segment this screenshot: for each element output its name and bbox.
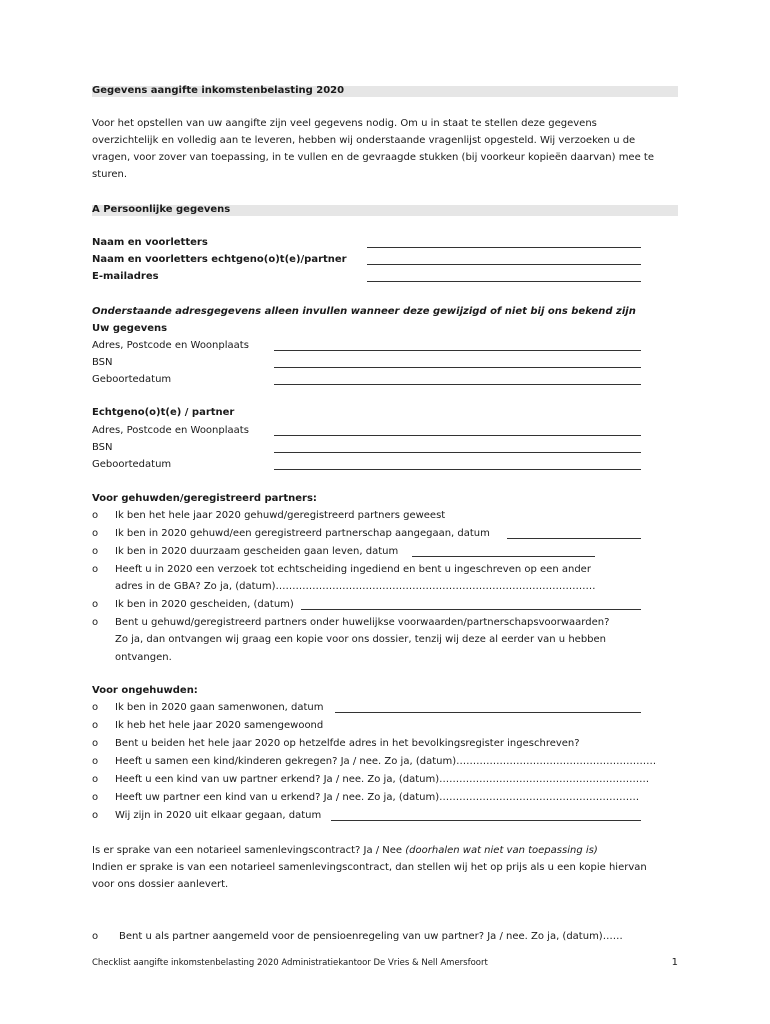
- notarieel-question-note: (doorhalen wat niet van toepassing is): [405, 845, 598, 856]
- ongehuwden-item-2: Ik heb het hele jaar 2020 samengewoond: [115, 720, 324, 731]
- gehuwden-item-6-cont: Zo ja, dan ontvangen wij graag een kopie voor ons dossier, tenzij wij deze al eerder van u hebben: [115, 634, 607, 645]
- notarieel-question-text: Is er sprake van een notarieel samenlevingscontract? Ja / Nee: [92, 845, 406, 856]
- gehuwden-item-6: Bent u gehuwd/geregistreerd partners onder huwelijkse voorwaarden/partnerschapsvoorwaarden?: [115, 617, 610, 628]
- ongehuwden-item-7-line[interactable]: [331, 820, 641, 821]
- uw-geboortedatum-line[interactable]: [274, 384, 641, 385]
- bullet-marker[interactable]: o: [92, 810, 99, 821]
- uw-bsn-label: BSN: [92, 357, 113, 368]
- uw-geboortedatum-label: Geboortedatum: [92, 374, 172, 385]
- partner-adres-label: Adres, Postcode en Woonplaats: [92, 425, 249, 436]
- uw-adres-line[interactable]: [274, 350, 641, 351]
- gehuwden-item-6-cont2: ontvangen.: [115, 652, 172, 663]
- gehuwden-item-3-line[interactable]: [412, 556, 595, 557]
- section-a-title: A Persoonlijke gegevens: [92, 204, 231, 215]
- gehuwden-item-4: Heeft u in 2020 een verzoek tot echtscheiding ingediend en bent u ingeschreven op een ander: [115, 564, 591, 575]
- field-label-naam: Naam en voorletters: [92, 237, 208, 248]
- address-note: Onderstaande adresgegevens alleen invullen wanneer deze gewijzigd of niet bij ons bekend zijn: [92, 306, 636, 317]
- header-band: [92, 86, 678, 97]
- bullet-marker[interactable]: o: [92, 510, 99, 521]
- bullet-marker[interactable]: o: [92, 792, 99, 803]
- ongehuwden-item-6: Heeft uw partner een kind van u erkend? Ja / nee. Zo ja, (datum)……………………………………………………: [115, 792, 640, 803]
- uw-adres-label: Adres, Postcode en Woonplaats: [92, 340, 249, 351]
- partner-geboortedatum-label: Geboortedatum: [92, 459, 172, 470]
- field-line-email[interactable]: [367, 281, 641, 282]
- partner-bsn-label: BSN: [92, 442, 113, 453]
- bullet-marker[interactable]: o: [92, 599, 99, 610]
- uw-bsn-line[interactable]: [274, 367, 641, 368]
- bullet-marker[interactable]: o: [92, 756, 99, 767]
- intro-line-3: vragen, voor zover van toepassing, in te vullen en de gevraagde stukken (bij voorkeur kopieën daarvan) mee te: [92, 152, 654, 163]
- document-page: [92, 0, 678, 1024]
- partner-geboortedatum-line[interactable]: [274, 469, 641, 470]
- gehuwden-title: Voor gehuwden/geregistreerd partners:: [92, 493, 317, 504]
- footer-text: Checklist aangifte inkomstenbelasting 2020 Administratiekantoor De Vries & Nell Amersfoort: [92, 958, 488, 968]
- field-line-naam-partner[interactable]: [367, 264, 641, 265]
- page-number: 1: [671, 957, 678, 968]
- partner-adres-line[interactable]: [274, 435, 641, 436]
- ongehuwden-item-3: Bent u beiden het hele jaar 2020 op hetzelfde adres in het bevolkingsregister ingeschreven?: [115, 738, 580, 749]
- notarieel-question: [92, 845, 598, 856]
- gehuwden-item-1: Ik ben het hele jaar 2020 gehuwd/geregistreerd partners geweest: [115, 510, 446, 521]
- intro-line-2: overzichtelijk en volledig aan te leveren, hebben wij onderstaande vragenlijst opgesteld. Wij verzoeken u de: [92, 135, 636, 146]
- gehuwden-item-5-line[interactable]: [301, 609, 641, 610]
- gehuwden-item-4-cont: adres in de GBA? Zo ja, (datum)……………………………………………………………………………………: [115, 581, 596, 592]
- bullet-marker[interactable]: o: [92, 528, 99, 539]
- field-line-naam[interactable]: [367, 247, 641, 248]
- gehuwden-item-5: Ik ben in 2020 gescheiden, (datum): [115, 599, 294, 610]
- notarieel-line-3: voor ons dossier aanlevert.: [92, 879, 229, 890]
- ongehuwden-title: Voor ongehuwden:: [92, 685, 198, 696]
- partner-gegevens-title: Echtgeno(o)t(e) / partner: [92, 407, 235, 418]
- bullet-marker[interactable]: o: [92, 546, 99, 557]
- bullet-marker[interactable]: o: [92, 564, 99, 575]
- uw-gegevens-title: Uw gegevens: [92, 323, 168, 334]
- intro-line-1: Voor het opstellen van uw aangifte zijn veel gegevens nodig. Om u in staat te stellen deze gegevens: [92, 118, 597, 129]
- field-label-email: E-mailadres: [92, 271, 159, 282]
- bullet-marker[interactable]: o: [92, 720, 99, 731]
- intro-line-4: sturen.: [92, 169, 128, 180]
- document-title: Gegevens aangifte inkomstenbelasting 2020: [92, 85, 345, 96]
- gehuwden-item-3: Ik ben in 2020 duurzaam gescheiden gaan leven, datum: [115, 546, 399, 557]
- field-label-naam-partner: Naam en voorletters echtgeno(o)t(e)/partner: [92, 254, 347, 265]
- gehuwden-item-2: Ik ben in 2020 gehuwd/een geregistreerd partnerschap aangegaan, datum: [115, 528, 490, 539]
- ongehuwden-item-5: Heeft u een kind van uw partner erkend? Ja / nee. Zo ja, (datum)………………………………………………………: [115, 774, 650, 785]
- bullet-marker[interactable]: o: [92, 702, 99, 713]
- section-a-band: [92, 205, 678, 216]
- pensioen-question: Bent u als partner aangemeld voor de pensioenregeling van uw partner? Ja / nee. Zo ja, (datum)……: [119, 931, 623, 942]
- ongehuwden-item-4: Heeft u samen een kind/kinderen gekregen? Ja / nee. Zo ja, (datum)……………………………………………………: [115, 756, 657, 767]
- bullet-marker[interactable]: o: [92, 738, 99, 749]
- ongehuwden-item-1: Ik ben in 2020 gaan samenwonen, datum: [115, 702, 324, 713]
- bullet-marker[interactable]: o: [92, 931, 99, 942]
- bullet-marker[interactable]: o: [92, 617, 99, 628]
- gehuwden-item-2-line[interactable]: [507, 538, 641, 539]
- ongehuwden-item-7: Wij zijn in 2020 uit elkaar gegaan, datum: [115, 810, 322, 821]
- ongehuwden-item-1-line[interactable]: [335, 712, 641, 713]
- bullet-marker[interactable]: o: [92, 774, 99, 785]
- partner-bsn-line[interactable]: [274, 452, 641, 453]
- notarieel-line-2: Indien er sprake is van een notarieel samenlevingscontract, dan stellen wij het op prijs als u een kopie hiervan: [92, 862, 647, 873]
